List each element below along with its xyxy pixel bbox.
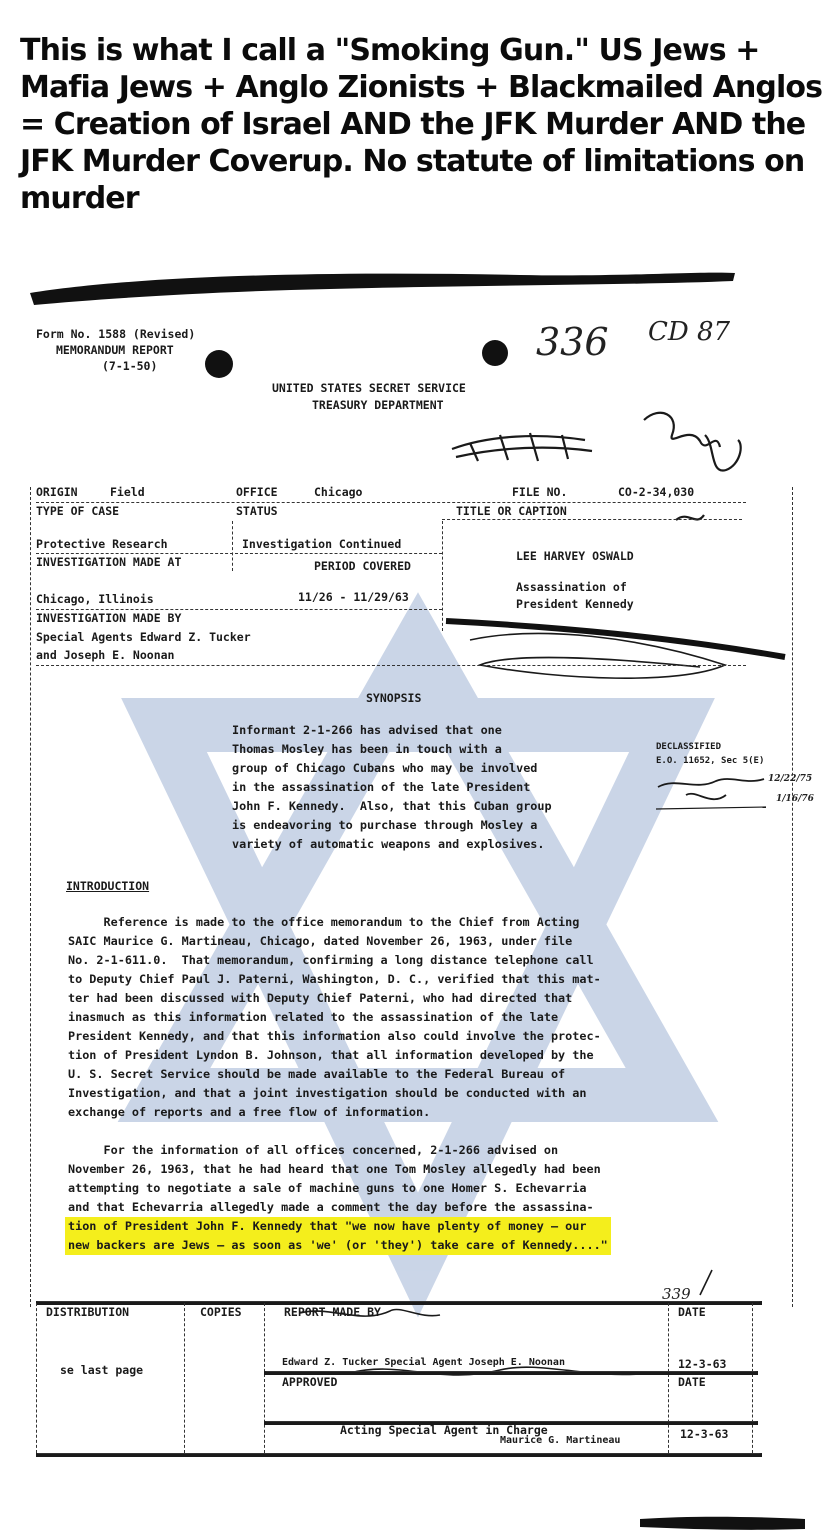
intro-line: Investigation, and that a joint investigation should be conducted with an	[68, 1086, 587, 1100]
intro-line: to Deputy Chief Paul J. Paterni, Washington, D. C., verified that this mat-	[68, 972, 601, 986]
status-value: Investigation Continued	[242, 537, 402, 551]
made-at-value: Chicago, Illinois	[36, 592, 154, 606]
origin-value: Field	[110, 485, 145, 499]
made-at-label: INVESTIGATION MADE AT	[36, 555, 182, 569]
intro-line: inasmuch as this information related to the assassination of the late	[68, 1010, 559, 1024]
date-label-1: DATE	[678, 1305, 706, 1319]
period-label: PERIOD COVERED	[314, 559, 411, 573]
title-sub1: Assassination of	[516, 580, 627, 594]
intro-line: Reference is made to the office memorandum to the Chief from Acting	[68, 915, 580, 929]
introduction-heading: INTRODUCTION	[66, 879, 150, 893]
intro-line: No. 2-1-611.0. That memorandum, confirming a long distance telephone call	[68, 953, 594, 967]
origin-label: ORIGIN	[36, 485, 78, 499]
page-number: 339	[662, 1285, 691, 1303]
declassified-line1: DECLASSIFIED	[656, 742, 722, 752]
intro-line: tion of President Lyndon B. Johnson, that all information developed by the	[68, 1048, 594, 1062]
made-by-value2: and Joseph E. Noonan	[36, 648, 175, 662]
highlighted-quote	[65, 1217, 611, 1255]
synopsis-line: John F. Kennedy. Also, that this Cuban group	[232, 799, 552, 813]
distribution-label: DISTRIBUTION	[46, 1305, 130, 1319]
synopsis-line: in the assassination of the late President	[232, 780, 531, 794]
type-of-case-value: Protective Research	[36, 537, 168, 551]
intro-line: exchange of reports and a free flow of information.	[68, 1105, 431, 1119]
handwritten-code: CD 87	[648, 317, 731, 347]
report-by-label: REPORT MADE BY	[284, 1305, 381, 1319]
type-of-case-label: TYPE OF CASE	[36, 504, 120, 518]
handwritten-number: 336	[536, 320, 609, 364]
made-by-value1: Special Agents Edward Z. Tucker	[36, 630, 251, 644]
date-value-1: 12-3-63	[678, 1357, 727, 1371]
approved-name: Maurice G. Martineau	[500, 1435, 621, 1446]
scanned-document	[0, 265, 839, 1539]
synopsis-line: Thomas Mosley has been in touch with a	[232, 742, 502, 756]
form-number: Form No. 1588 (Revised)	[36, 327, 196, 341]
introduction-paragraph-2	[68, 1141, 611, 1255]
file-label: FILE NO.	[512, 485, 568, 499]
intro-line: SAIC Maurice G. Martineau, Chicago, dated November 26, 1963, under file	[68, 934, 573, 948]
copies-label: COPIES	[200, 1305, 242, 1319]
meme-caption: This is what I call a "Smoking Gun." US Jews + Mafia Jews + Anglo Zionists + Blackmailed Anglos = Creation of Israel AND the JFK Murder AND the JFK Murder Coverup. No statute of limitations on murder	[20, 33, 823, 216]
declassified-stamp	[656, 741, 816, 821]
form-date: (7-1-50)	[102, 359, 158, 373]
intro-line: U. S. Secret Service should be made available to the Federal Bureau of	[68, 1067, 566, 1081]
declassified-line3: 12/22/75	[768, 774, 813, 784]
intro-line: attempting to negotiate a sale of machine guns to one Homer S. Echevarria	[68, 1181, 587, 1195]
highlight-line: tion of President John F. Kennedy that "we now have plenty of money — our	[68, 1219, 587, 1233]
synopsis-heading: SYNOPSIS	[366, 691, 422, 705]
department-name: TREASURY DEPARTMENT	[312, 398, 444, 412]
approved-label: APPROVED	[282, 1375, 338, 1389]
form-type: MEMORANDUM REPORT	[56, 343, 174, 357]
report-by-value: Edward Z. Tucker Special Agent Joseph E. Noonan	[282, 1357, 565, 1368]
file-value: CO-2-34,030	[618, 485, 695, 499]
intro-line: ter had been discussed with Deputy Chief Paterni, who had directed that	[68, 991, 573, 1005]
office-value: Chicago	[314, 485, 363, 499]
made-by-label: INVESTIGATION MADE BY	[36, 611, 182, 625]
title-caption-label: TITLE OR CAPTION	[456, 504, 567, 518]
date-value-2: 12-3-63	[680, 1427, 729, 1441]
office-label: OFFICE	[236, 485, 278, 499]
highlight-line: new backers are Jews — as soon as 'we' (or 'they') take care of Kennedy...."	[68, 1238, 608, 1252]
intro-line: November 26, 1963, that he had heard that one Tom Mosley allegedly had been	[68, 1162, 601, 1176]
approved-title: Acting Special Agent in Charge	[340, 1423, 548, 1437]
synopsis-line: is endeavoring to purchase through Mosley a	[232, 818, 538, 832]
distribution-value: se last page	[60, 1363, 144, 1377]
agency-name: UNITED STATES SECRET SERVICE	[272, 381, 466, 395]
declassified-line4: 1/16/76	[776, 794, 814, 804]
synopsis-line: variety of automatic weapons and explosives.	[232, 837, 545, 851]
status-label: STATUS	[236, 504, 278, 518]
period-value: 11/26 - 11/29/63	[298, 590, 409, 604]
introduction-paragraph-1	[68, 913, 601, 1122]
synopsis-line: group of Chicago Cubans who may be involved	[232, 761, 538, 775]
date-label-2: DATE	[678, 1375, 706, 1389]
intro-line: and that Echevarria allegedly made a comment the day before the assassina-	[68, 1200, 594, 1214]
intro-line: President Kennedy, and that this information also could involve the protec-	[68, 1029, 601, 1043]
handwritten-scribbles	[0, 265, 839, 1539]
title-value: LEE HARVEY OSWALD	[516, 549, 634, 563]
intro-line: For the information of all offices concerned, 2-1-266 advised on	[68, 1143, 559, 1157]
title-sub2: President Kennedy	[516, 597, 634, 611]
synopsis-body	[232, 721, 552, 854]
synopsis-line: Informant 2-1-266 has advised that one	[232, 723, 502, 737]
declassified-line2: E.O. 11652, Sec 5(E)	[656, 756, 765, 766]
bottom-scan-smudge	[0, 1505, 839, 1535]
